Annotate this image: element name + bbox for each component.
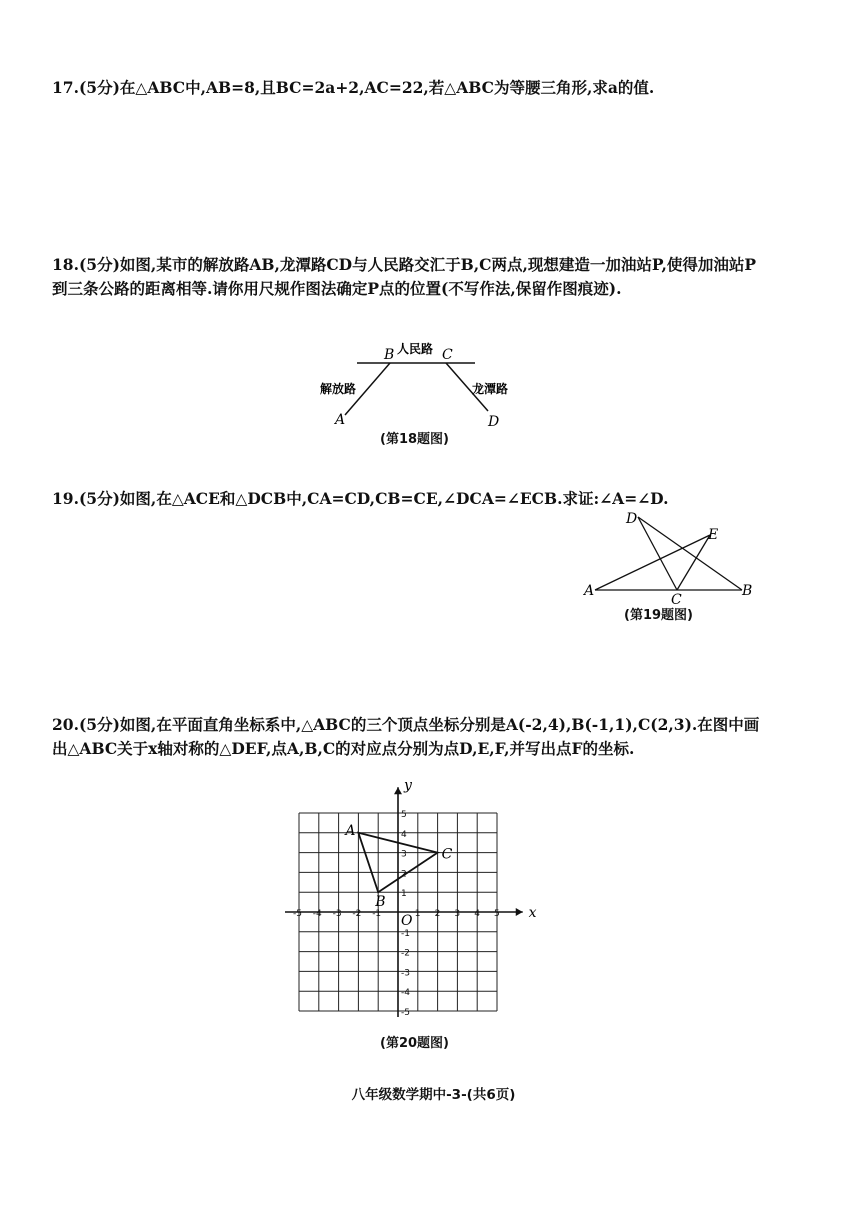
point-label-D: D: [488, 414, 500, 430]
y-axis-label: y: [404, 778, 412, 794]
segment-DB: [638, 517, 742, 590]
point-label-C: C: [442, 347, 453, 363]
x-tick-label: 5: [494, 909, 500, 919]
point-label-B: B: [742, 583, 753, 599]
question-20: [52, 713, 762, 761]
label-longtan-road: 龙潭路: [472, 382, 509, 396]
x-tick-label: 1: [414, 909, 421, 919]
x-tick-label: 2: [434, 909, 441, 919]
point-label-B: B: [384, 347, 395, 363]
point-label-A: A: [335, 412, 346, 428]
y-axis-arrow: [394, 787, 402, 794]
question-18: [52, 253, 762, 301]
vertex-label-C: C: [441, 846, 453, 863]
question-number: 17.: [52, 78, 79, 97]
y-tick-label: -2: [401, 948, 410, 959]
y-tick-label: 3: [401, 849, 407, 860]
figure-18: [315, 335, 535, 435]
figure-19: [580, 505, 760, 605]
caption-18: (第18题图): [380, 432, 449, 447]
point-label-C: C: [671, 592, 682, 605]
y-tick-label: -3: [401, 968, 410, 979]
y-tick-label: -4: [401, 988, 410, 999]
x-tick-label: -5: [293, 909, 302, 919]
question-text: (5分)如图,某市的解放路AB,龙潭路CD与人民路交汇于B,C两点,现想建造一加油站P,使得加油站P到三条公路的距离相等.请你用尺规作图法确定P点的位置(不写作法,保留作图痕迹).: [52, 255, 757, 298]
figure-20-coordinate-grid: [285, 778, 550, 1028]
question-text: (5分)如图,在平面直角坐标系中,△ABC的三个顶点坐标分别是A(-2,4),B(-1,1),C(2,3).在图中画出△ABC关于x轴对称的△DEF,点A,B,C的对应点分别为点D,E,F,并写出点F的坐标.: [52, 715, 760, 758]
question-number: 19.: [52, 489, 79, 508]
y-tick-label: 2: [401, 869, 407, 880]
vertex-label-A: A: [345, 822, 356, 839]
x-axis-label: x: [528, 905, 537, 921]
x-tick-label: -2: [352, 909, 362, 919]
x-tick-label: -1: [372, 909, 382, 919]
caption-20: (第20题图): [380, 1036, 449, 1051]
point-label-E: E: [708, 527, 719, 543]
y-tick-label: 4: [401, 829, 407, 840]
label-jiefang-road: 解放路: [320, 382, 357, 396]
point-label-A: A: [584, 583, 595, 599]
x-axis-arrow: [516, 908, 523, 916]
y-tick-label: 5: [401, 810, 407, 820]
x-tick-label: -3: [332, 909, 342, 919]
x-tick-label: 3: [454, 909, 461, 919]
y-tick-label: -5: [401, 1008, 410, 1018]
question-17: [52, 76, 762, 100]
y-tick-label: 1: [401, 889, 407, 900]
x-tick-label: -4: [312, 909, 322, 919]
point-label-D: D: [626, 511, 638, 527]
question-text: (5分)在△ABC中,AB=8,且BC=2a+2,AC=22,若△ABC为等腰三角形,求a的值.: [78, 78, 655, 97]
question-number: 18.: [52, 255, 79, 274]
caption-19: (第19题图): [624, 608, 693, 623]
origin-label: O: [401, 913, 413, 929]
y-tick-label: -1: [401, 928, 410, 939]
label-renmin-road: 人民路: [397, 342, 434, 356]
x-tick-label: 4: [474, 909, 480, 919]
question-number: 20.: [52, 715, 79, 734]
vertex-label-B: B: [375, 894, 386, 911]
page-footer: 八年级数学期中-3-(共6页): [351, 1087, 516, 1103]
question-text: (5分)如图,在△ACE和△DCB中,CA=CD,CB=CE,∠DCA=∠ECB.求证:∠A=∠D.: [78, 489, 669, 508]
